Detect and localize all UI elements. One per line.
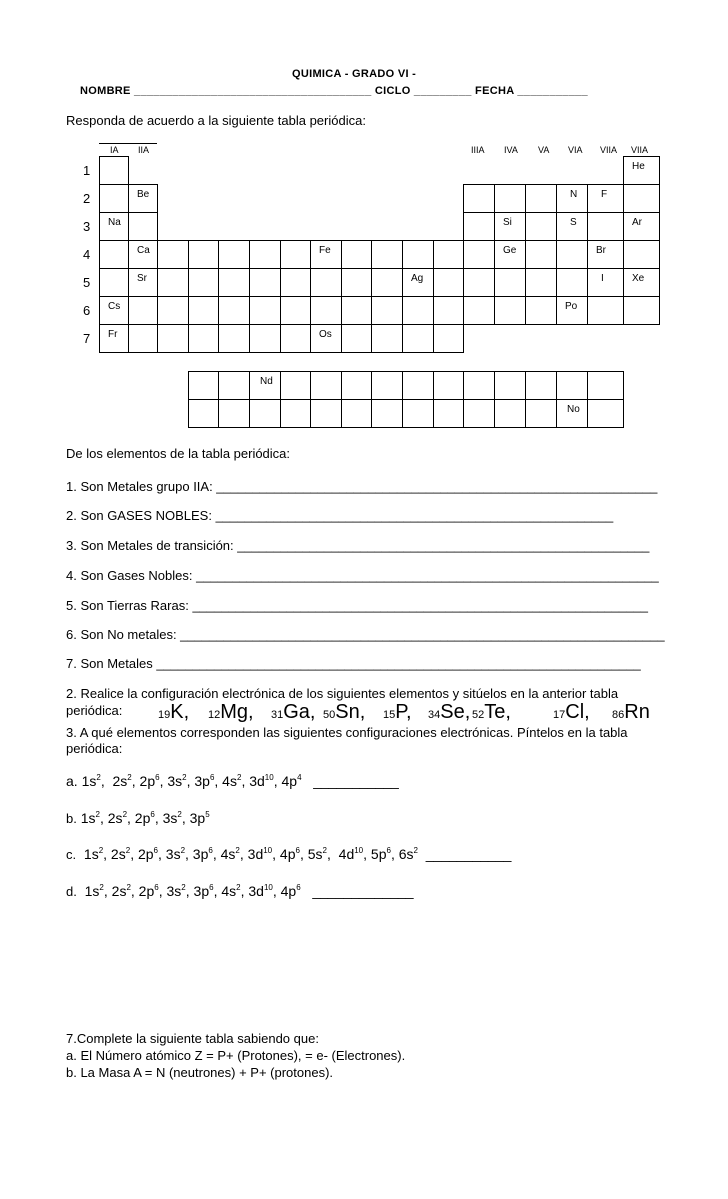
empty-cell — [218, 296, 250, 325]
empty-cell — [188, 399, 219, 428]
element-list — [66, 703, 122, 718]
atomic-number: 15 — [383, 709, 396, 721]
config-d-answer: _____________ — [312, 883, 414, 899]
element-cell-fr — [99, 324, 129, 353]
element-symbol: Fr — [108, 329, 118, 340]
identify-question-line-2: periódica: — [66, 741, 123, 756]
empty-cell — [249, 296, 281, 325]
element-cell-fe — [310, 240, 342, 269]
config-c: c. $1s^2$, $2s^2$, $2p^6$, $3s^2$, $3p^6$, $4s^2$, $3d^{10}$, $4p^6$, $5s^2$, $4d^{10}$, $5p^6$, $6s^2$ ___________ — [66, 846, 512, 862]
config-d-label: d. — [66, 884, 77, 899]
empty-cell — [494, 399, 526, 428]
element-symbol: Os — [319, 329, 332, 340]
empty-cell — [99, 156, 129, 185]
element-item — [428, 701, 470, 724]
question-7: 7. Son Metales ___________________________________________________________________ — [66, 656, 641, 671]
empty-cell — [157, 268, 189, 297]
group-label-ia: IA — [110, 145, 119, 155]
empty-cell — [249, 324, 281, 353]
empty-cell — [128, 324, 158, 353]
empty-cell — [249, 240, 281, 269]
student-info-line: NOMBRE _____________________________________ CICLO _________ FECHA ___________ — [80, 85, 588, 97]
config-question-line: 2. Realice la configuración electrónica de los siguientes elementos y sitúelos en la anterior tabla — [66, 686, 619, 701]
group-label-iva: IVA — [504, 145, 518, 155]
config-b: b. $1s^2$, $2s^2$, $2p^6$, $3s^2$, $3p^5$ — [66, 810, 210, 826]
empty-cell — [623, 184, 660, 213]
empty-cell — [525, 240, 557, 269]
empty-cell — [371, 399, 403, 428]
element-cell-no — [556, 399, 588, 428]
empty-cell — [525, 399, 557, 428]
element-cell-f — [587, 184, 624, 213]
group-label-divider — [99, 143, 157, 144]
element-cell-sr — [128, 268, 158, 297]
empty-cell — [280, 371, 311, 400]
element-item — [323, 701, 365, 724]
element-symbol: Ag — [411, 273, 424, 284]
empty-cell — [525, 212, 557, 241]
empty-cell — [433, 324, 464, 353]
question-3: 3. Son Metales de transición: _________________________________________________________ — [66, 538, 650, 553]
empty-cell — [218, 268, 250, 297]
empty-cell — [494, 268, 526, 297]
empty-cell — [341, 371, 372, 400]
q7-line-3: b. La Masa A = N (neutrones) + P+ (protones). — [66, 1065, 334, 1080]
element-symbol: Sn, — [335, 701, 366, 723]
group-label-iia: IIA — [138, 145, 150, 155]
element-cell-br — [587, 240, 624, 269]
atomic-number: 31 — [271, 709, 284, 721]
empty-cell — [188, 371, 219, 400]
element-symbol: Rn — [624, 701, 650, 723]
section-intro: De los elementos de la tabla periódica: — [66, 446, 291, 461]
empty-cell — [525, 268, 557, 297]
element-symbol: Po — [565, 301, 578, 312]
group-label-viia-2: VIIA — [631, 145, 649, 155]
empty-cell — [371, 240, 403, 269]
element-symbol: S — [570, 217, 577, 228]
element-symbol: Cs — [108, 301, 121, 312]
element-item — [271, 701, 316, 724]
empty-cell — [463, 212, 495, 241]
group-label-iiia: IIIA — [471, 145, 485, 155]
empty-cell — [310, 296, 342, 325]
empty-cell — [433, 240, 464, 269]
period-7: 7 — [83, 331, 91, 346]
element-item — [553, 701, 590, 724]
empty-cell — [402, 371, 434, 400]
period-2: 2 — [83, 191, 91, 206]
empty-cell — [433, 371, 464, 400]
atomic-number: 52 — [472, 709, 485, 721]
element-item — [472, 701, 511, 724]
atomic-number: 34 — [428, 709, 441, 721]
empty-cell — [280, 296, 311, 325]
element-symbol: F — [601, 189, 608, 200]
period-5: 5 — [83, 275, 91, 290]
empty-cell — [525, 371, 557, 400]
empty-cell — [587, 399, 624, 428]
empty-cell — [556, 371, 588, 400]
element-list-prefix: periódica: — [66, 703, 123, 718]
config-b-label: b. — [66, 811, 77, 826]
empty-cell — [587, 296, 624, 325]
empty-cell — [128, 296, 158, 325]
atomic-number: 12 — [208, 709, 221, 721]
element-cell-os — [310, 324, 342, 353]
empty-cell — [157, 324, 189, 353]
element-cell-xe — [623, 268, 660, 297]
element-symbol: He — [632, 161, 645, 172]
element-cell-ar — [623, 212, 660, 241]
empty-cell — [463, 268, 495, 297]
element-cell-ag — [402, 268, 434, 297]
empty-cell — [433, 399, 464, 428]
element-cell-n — [556, 184, 588, 213]
page-title: QUIMICA - GRADO VI - — [292, 68, 417, 80]
empty-cell — [188, 268, 219, 297]
empty-cell — [218, 240, 250, 269]
config-c-label: c. — [66, 847, 77, 862]
element-symbol: Mg, — [220, 701, 254, 723]
empty-cell — [188, 296, 219, 325]
atomic-number: 17 — [553, 709, 566, 721]
empty-cell — [402, 240, 434, 269]
q7-line-1: 7.Complete la siguiente tabla sabiendo que: — [66, 1031, 319, 1046]
empty-cell — [371, 324, 403, 353]
element-cell-he — [623, 156, 660, 185]
element-cell-po — [556, 296, 588, 325]
element-symbol: Ga, — [283, 701, 316, 723]
empty-cell — [525, 296, 557, 325]
element-cell-s — [556, 212, 588, 241]
element-item — [158, 701, 189, 724]
element-cell-cs — [99, 296, 129, 325]
config-a-answer: ___________ — [313, 773, 399, 789]
question-6: 6. Son No metales: ___________________________________________________________________ — [66, 627, 665, 642]
empty-cell — [556, 268, 588, 297]
period-6: 6 — [83, 303, 91, 318]
empty-cell — [310, 268, 342, 297]
element-cell-si — [494, 212, 526, 241]
element-symbol: Ca — [137, 245, 150, 256]
config-a: a. $1s^2$, $2s^2$, $2p^6$, $3s^2$, $3p^6$, $4s^2$, $3d^{10}$, $4p^4$ ___________ — [66, 773, 399, 789]
period-1: 1 — [83, 163, 91, 178]
element-item — [612, 701, 650, 724]
empty-cell — [280, 399, 311, 428]
element-cell-be — [128, 184, 158, 213]
empty-cell — [128, 212, 158, 241]
empty-cell — [494, 184, 526, 213]
empty-cell — [556, 240, 588, 269]
element-symbol: Br — [596, 245, 606, 256]
empty-cell — [463, 184, 495, 213]
empty-cell — [494, 296, 526, 325]
empty-cell — [371, 371, 403, 400]
empty-cell — [341, 268, 372, 297]
empty-cell — [99, 240, 129, 269]
empty-cell — [463, 296, 495, 325]
empty-cell — [218, 399, 250, 428]
empty-cell — [371, 296, 403, 325]
empty-cell — [249, 399, 281, 428]
empty-cell — [310, 371, 342, 400]
element-symbol: Xe — [632, 273, 645, 284]
question-2: 2. Son GASES NOBLES: _______________________________________________________ — [66, 508, 614, 523]
element-cell-i — [587, 268, 624, 297]
empty-cell — [188, 324, 219, 353]
period-4: 4 — [83, 247, 91, 262]
group-label-viia: VIIA — [600, 145, 618, 155]
empty-cell — [341, 399, 372, 428]
atomic-number: 50 — [323, 709, 336, 721]
config-a-label: a. — [66, 773, 78, 789]
empty-cell — [341, 240, 372, 269]
element-symbol: Ge — [503, 245, 517, 256]
atomic-number: 86 — [612, 709, 625, 721]
empty-cell — [623, 240, 660, 269]
element-symbol: K, — [170, 701, 190, 723]
empty-cell — [463, 371, 495, 400]
element-symbol: Se, — [440, 701, 471, 723]
empty-cell — [433, 296, 464, 325]
element-cell-na — [99, 212, 129, 241]
element-symbol: Si — [503, 217, 512, 228]
empty-cell — [218, 324, 250, 353]
empty-cell — [623, 296, 660, 325]
instruction-text: Responda de acuerdo a la siguiente tabla periódica: — [66, 113, 366, 128]
empty-cell — [99, 268, 129, 297]
group-label-via: VIA — [568, 145, 583, 155]
question-1: 1. Son Metales grupo IIA: _____________________________________________________________ — [66, 479, 658, 494]
empty-cell — [188, 240, 219, 269]
empty-cell — [249, 268, 281, 297]
element-symbol: No — [567, 404, 580, 415]
empty-cell — [433, 268, 464, 297]
element-symbol: Sr — [137, 273, 147, 284]
empty-cell — [280, 324, 311, 353]
empty-cell — [402, 296, 434, 325]
element-symbol: Na — [108, 217, 121, 228]
empty-cell — [280, 268, 311, 297]
empty-cell — [280, 240, 311, 269]
empty-cell — [587, 212, 624, 241]
q7-line-2: a. El Número atómico Z = P+ (Protones), = e- (Electrones). — [66, 1048, 406, 1063]
element-symbol: N — [570, 189, 578, 200]
empty-cell — [341, 296, 372, 325]
empty-cell — [218, 371, 250, 400]
empty-cell — [402, 324, 434, 353]
empty-cell — [371, 268, 403, 297]
period-3: 3 — [83, 219, 91, 234]
empty-cell — [99, 184, 129, 213]
empty-cell — [463, 240, 495, 269]
empty-cell — [402, 399, 434, 428]
element-item — [208, 701, 254, 724]
empty-cell — [157, 240, 189, 269]
empty-cell — [587, 371, 624, 400]
element-symbol: Te, — [484, 701, 511, 723]
element-symbol: Nd — [260, 376, 273, 387]
config-d: d. $1s^2$, $2s^2$, $2p^6$, $3s^2$, $3p^6$, $4s^2$, $3d^{10}$, $4p^6$ _____________ — [66, 883, 414, 899]
element-symbol: I — [601, 273, 604, 284]
element-symbol: Be — [137, 189, 150, 200]
group-label-va: VA — [538, 145, 550, 155]
element-symbol: Fe — [319, 245, 331, 256]
element-cell-nd — [249, 371, 281, 400]
element-symbol: Cl, — [565, 701, 590, 723]
config-c-answer: ___________ — [425, 846, 512, 862]
empty-cell — [494, 371, 526, 400]
identify-question-line: 3. A qué elementos corresponden las siguientes configuraciones electrónicas. Píntelos en la tabla — [66, 725, 628, 740]
element-item — [383, 701, 412, 724]
empty-cell — [310, 399, 342, 428]
element-symbol: Ar — [632, 217, 642, 228]
empty-cell — [463, 399, 495, 428]
element-symbol: P, — [395, 701, 412, 723]
atomic-number: 19 — [158, 709, 171, 721]
empty-cell — [341, 324, 372, 353]
element-cell-ca — [128, 240, 158, 269]
empty-cell — [157, 296, 189, 325]
element-cell-ge — [494, 240, 526, 269]
empty-cell — [525, 184, 557, 213]
question-4: 4. Son Gases Nobles: ________________________________________________________________ — [66, 568, 659, 583]
question-5: 5. Son Tierras Raras: _______________________________________________________________ — [66, 598, 648, 613]
